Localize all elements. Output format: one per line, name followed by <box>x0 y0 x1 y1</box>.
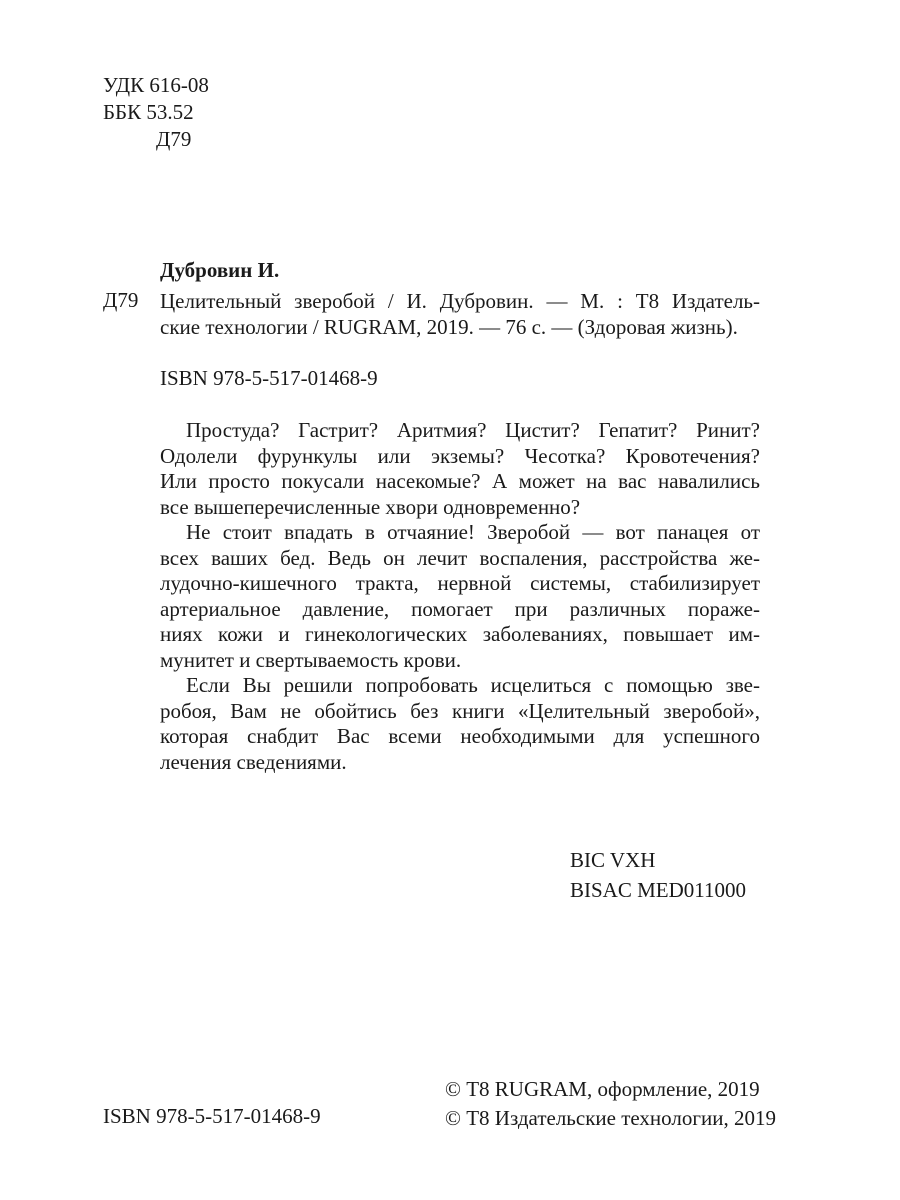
annotation-paragraph <box>160 520 760 673</box>
reference-line: ские технологии / RUGRAM, 2019. — 76 с. — (Здоровая жизнь). <box>160 315 738 339</box>
bbk-code: ББК 53.52 <box>103 100 194 124</box>
copyright-line: © Т8 Издательские технологии, 2019 <box>445 1106 776 1130</box>
annotation-line: мунитет и свертываемость крови. <box>160 647 462 672</box>
author-mark: Д79 <box>156 127 192 151</box>
reference-line: Целительный зверобой / И. Дубровин. — М. : Т8 Издатель- <box>160 289 760 313</box>
annotation-line: робоя, Вам не обойтись без книги «Целительный зверобой», <box>160 698 760 723</box>
annotation <box>160 418 760 775</box>
author-name: Дубровин И. <box>160 258 280 282</box>
annotation-line: ниях кожи и гинекологических заболеваниях, повышает им- <box>160 622 760 646</box>
subject-codes <box>570 845 746 905</box>
annotation-line: все вышеперечисленные хвори одновременно? <box>160 494 581 519</box>
annotation-line: Или просто покусали насекомые? А может на вас навалились <box>160 469 760 493</box>
annotation-line: лечения сведениями. <box>160 749 347 774</box>
classification-block <box>103 72 209 153</box>
annotation-line: Одолели фурункулы или экземы? Чесотка? Кровотечения? <box>160 443 760 468</box>
isbn-entry: ISBN 978-5-517-01468-9 <box>160 366 378 390</box>
annotation-line: всех ваших бед. Ведь он лечит воспаления, расстройства же- <box>160 545 760 570</box>
annotation-line: которая снабдит Вас всеми необходимыми для успешного <box>160 724 760 748</box>
bic-code: BIC VXH <box>570 848 656 872</box>
annotation-paragraph <box>160 673 760 775</box>
bibliographic-reference <box>160 288 760 340</box>
annotation-line: лудочно-кишечного тракта, нервной системы, стабилизирует <box>160 571 760 595</box>
annotation-line: Если Вы решили попробовать исцелиться с помощью зве- <box>186 673 760 697</box>
footer-isbn: ISBN 978-5-517-01468-9 <box>103 1104 321 1128</box>
annotation-line: артериальное давление, помогает при различных пораже- <box>160 596 760 621</box>
copyright-line: © Т8 RUGRAM, оформление, 2019 <box>445 1077 760 1101</box>
annotation-paragraph <box>160 418 760 520</box>
udk-code: УДК 616-08 <box>103 73 209 97</box>
annotation-line: Простуда? Гастрит? Аритмия? Цистит? Гепатит? Ринит? <box>186 418 760 442</box>
annotation-line: Не стоит впадать в отчаяние! Зверобой — вот панацея от <box>186 520 760 544</box>
entry-author-mark: Д79 <box>103 288 139 312</box>
copyright-block <box>445 1075 776 1133</box>
bisac-code: BISAC MED011000 <box>570 878 746 902</box>
